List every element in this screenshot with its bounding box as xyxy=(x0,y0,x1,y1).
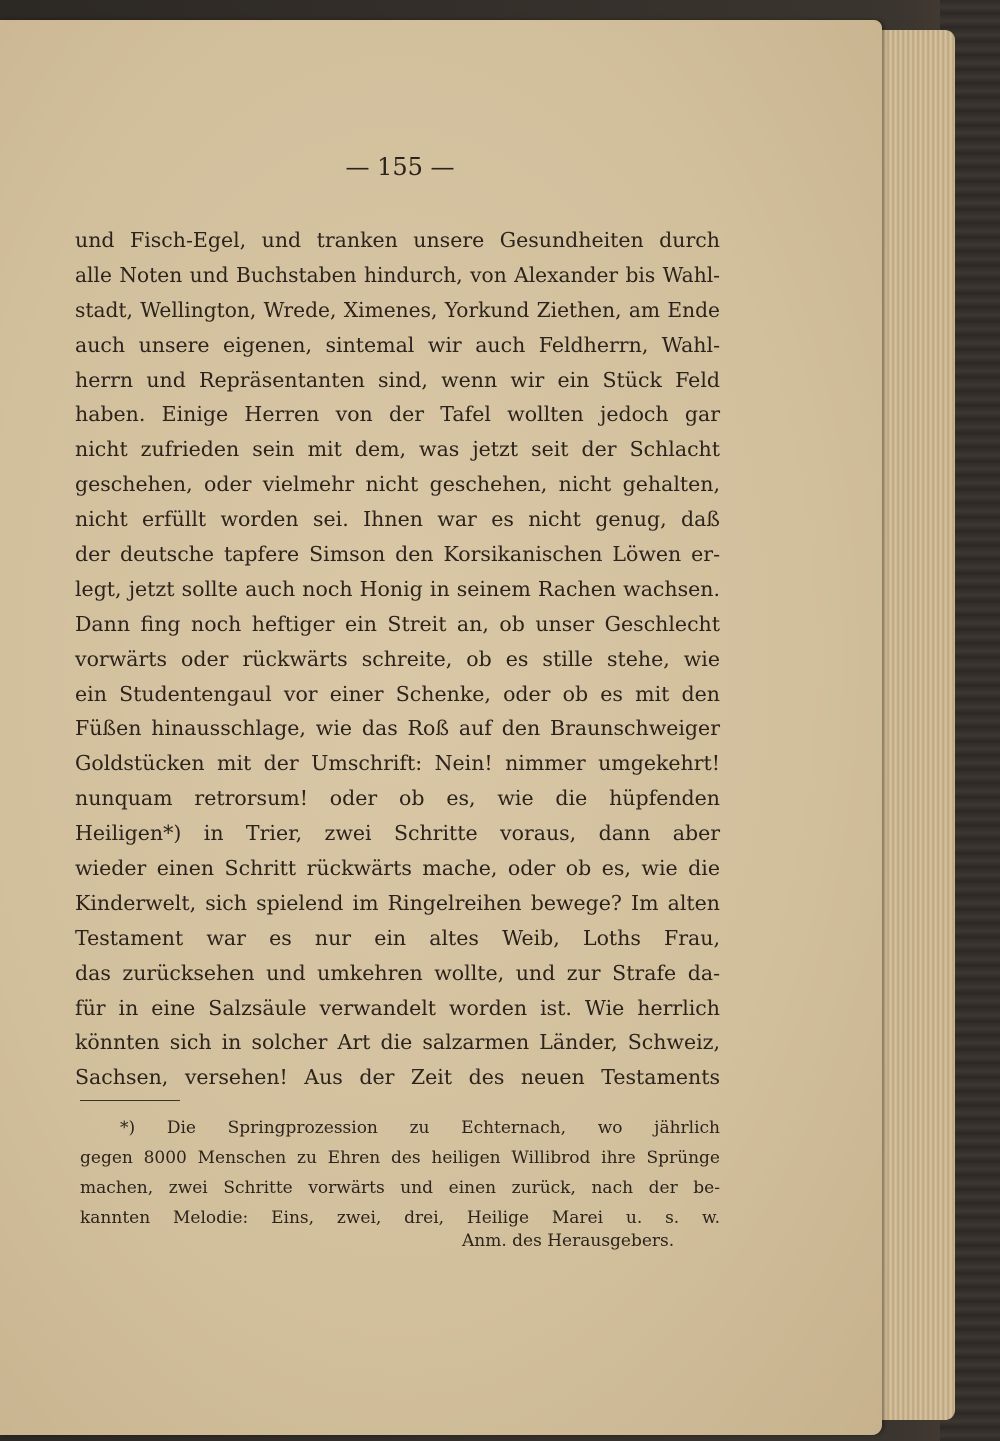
text-line: Füßen hinausschlage, wie das Roß auf den Braunschweiger xyxy=(75,716,720,741)
book-page xyxy=(0,20,882,1435)
text-line: alle Noten und Buchstaben hindurch, von Alexander bis Wahl- xyxy=(75,262,720,287)
footnote-line: gegen 8000 Menschen zu Ehren des heiligen Willibrod ihre Sprünge xyxy=(80,1148,720,1168)
footnote-divider xyxy=(80,1100,180,1101)
text-line: ein Studentengaul vor einer Schenke, oder ob es mit den xyxy=(75,681,720,706)
text-line: Dann fing noch heftiger ein Streit an, ob unser Geschlecht xyxy=(75,611,720,636)
text-line: geschehen, oder vielmehr nicht geschehen, nicht gehalten, xyxy=(75,472,720,497)
text-line: könnten sich in solcher Art die salzarmen Länder, Schweiz, xyxy=(75,1030,720,1055)
body-text xyxy=(75,223,720,1095)
text-line: nicht erfüllt worden sei. Ihnen war es nicht genug, daß xyxy=(75,507,720,532)
footnote xyxy=(80,1113,720,1233)
text-line: stadt, Wellington, Wrede, Ximenes, Yorkund Ziethen, am Ende xyxy=(75,297,720,322)
text-line: Sachsen, versehen! Aus der Zeit des neuen Testaments xyxy=(75,1065,720,1090)
text-line: nicht zufrieden sein mit dem, was jetzt seit der Schlacht xyxy=(75,437,720,462)
text-line: haben. Einige Herren von der Tafel wollten jedoch gar xyxy=(75,402,720,427)
text-line: vorwärts oder rückwärts schreite, ob es stille stehe, wie xyxy=(75,646,720,671)
text-line: wieder einen Schritt rückwärts mache, oder ob es, wie die xyxy=(75,856,720,881)
page-edges xyxy=(870,30,955,1420)
text-line: der deutsche tapfere Simson den Korsikanischen Löwen er- xyxy=(75,542,720,567)
text-line: das zurücksehen und umkehren wollte, und zur Strafe da- xyxy=(75,960,720,985)
text-line: Testament war es nur ein altes Weib, Loths Frau, xyxy=(75,925,720,950)
footnote-signature: Anm. des Herausgebers. xyxy=(462,1231,675,1251)
text-line: herrn und Repräsentanten sind, wenn wir ein Stück Feld xyxy=(75,367,720,392)
text-line: Goldstücken mit der Umschrift: Nein! nimmer umgekehrt! xyxy=(75,751,720,776)
text-line: und Fisch-Egel, und tranken unsere Gesundheiten durch xyxy=(75,228,720,252)
text-line: Kinderwelt, sich spielend im Ringelreihen bewege? Im alten xyxy=(75,890,720,915)
text-line: auch unsere eigenen, sintemal wir auch Feldherrn, Wahl- xyxy=(75,332,720,357)
footnote-line: kannten Melodie: Eins, zwei, drei, Heilige Marei u. s. w. xyxy=(80,1208,720,1228)
text-line: für in eine Salzsäule verwandelt worden ist. Wie herrlich xyxy=(75,995,720,1020)
text-line: nunquam retrorsum! oder ob es, wie die hüpfenden xyxy=(75,786,720,811)
page-number: — 155 — xyxy=(345,153,455,181)
text-line: Heiligen*) in Trier, zwei Schritte voraus, dann aber xyxy=(75,821,720,846)
footnote-line: *) Die Springprozession zu Echternach, wo jährlich xyxy=(120,1118,720,1138)
footnote-line: machen, zwei Schritte vorwärts und einen zurück, nach der be- xyxy=(80,1178,720,1198)
text-line: legt, jetzt sollte auch noch Honig in seinem Rachen wachsen. xyxy=(75,576,720,601)
